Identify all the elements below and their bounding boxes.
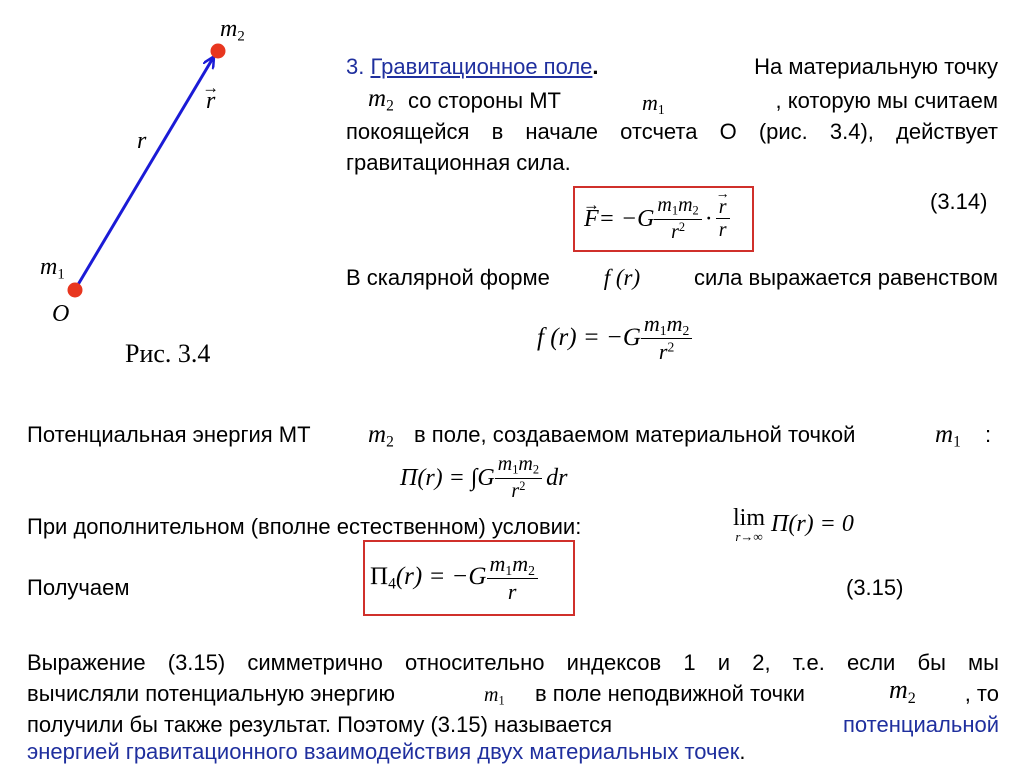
symbol-m1: $m_1$: [484, 684, 505, 708]
term-potential-energy: потенциальной: [843, 712, 999, 737]
label-origin: O: [52, 301, 70, 327]
label-m1: $m_1$: [40, 254, 65, 283]
conclusion-line-4: энергией гравитационного взаимодействия двух материальных точек.: [27, 739, 746, 764]
equation-potential-integral: Π(r) = ∫G $\frac{m_1m_2}{r^2}$ dr: [400, 453, 568, 502]
potential-energy-line: Потенциальная энергия МТ $m_2$ в поле, создаваемом материальной точкой $m_1$ :: [27, 419, 999, 453]
equation-3-14: → F = −G $\frac{m_1m_2}{r^2}$ · → $\frac{r}{r}$: [584, 188, 730, 250]
term-gravitational-interaction: энергией гравитационного взаимодействия двух материальных точек: [27, 739, 740, 764]
section-title-link[interactable]: Гравитационное поле: [370, 54, 593, 79]
result-label: Получаем: [27, 575, 130, 600]
symbol-m2: $m_2$: [368, 421, 394, 451]
scalar-form-line: В скалярной форме f (r) сила выражается равенством: [346, 265, 998, 290]
section-number: 3.: [346, 54, 365, 79]
point-m1: [68, 283, 83, 298]
section-line-3: покоящейся в начале отсчета О (рис. 3.4), действует: [346, 119, 998, 144]
symbol-m1: $m_1$: [935, 421, 961, 451]
limit-condition: lim r→∞ Π(r) = 0: [733, 505, 854, 544]
section-line-2: $m_2$ со стороны МТ $m_1$ , которую мы считаем: [346, 85, 998, 116]
figure-3-4: [0, 0, 330, 390]
equation-3-15-number: (3.15): [846, 575, 904, 600]
radius-vector-arrow: [76, 58, 213, 288]
label-r-vector: → r: [206, 88, 215, 115]
symbol-m2: $m_2$: [889, 675, 916, 707]
symbol-m2: $m_2$: [368, 85, 394, 115]
figure-caption: Рис. 3.4: [125, 339, 211, 368]
equation-3-15: $\Pi_4(r) = -G$ $\frac{m_1m_2}{r}$: [370, 543, 538, 613]
section-heading-line: 3. Гравитационное поле. На материальную точку: [346, 54, 998, 79]
condition-line: При дополнительном (вполне естественном) условии:: [27, 514, 582, 539]
section-line-4: гравитационная сила.: [346, 150, 571, 175]
equation-scalar-force: f (r) = −G $\frac{m_1m_2}{r^2}$: [537, 302, 692, 374]
conclusion-line-2: вычисляли потенциальную энергию $m_1$ в поле неподвижной точки $m_2$ , то: [27, 678, 999, 709]
label-r: r: [137, 128, 147, 154]
symbol-m1: $m_1$: [642, 90, 665, 118]
conclusion-line-1: Выражение (3.15) симметрично относительно индексов 1 и 2, т.е. если бы мы: [27, 650, 999, 675]
label-m2: $m_2$: [220, 16, 245, 45]
conclusion-line-3: получили бы также результат. Поэтому (3.15) называется потенциальной: [27, 709, 999, 740]
equation-3-14-number: (3.14): [930, 189, 988, 214]
point-m2: [211, 44, 226, 59]
